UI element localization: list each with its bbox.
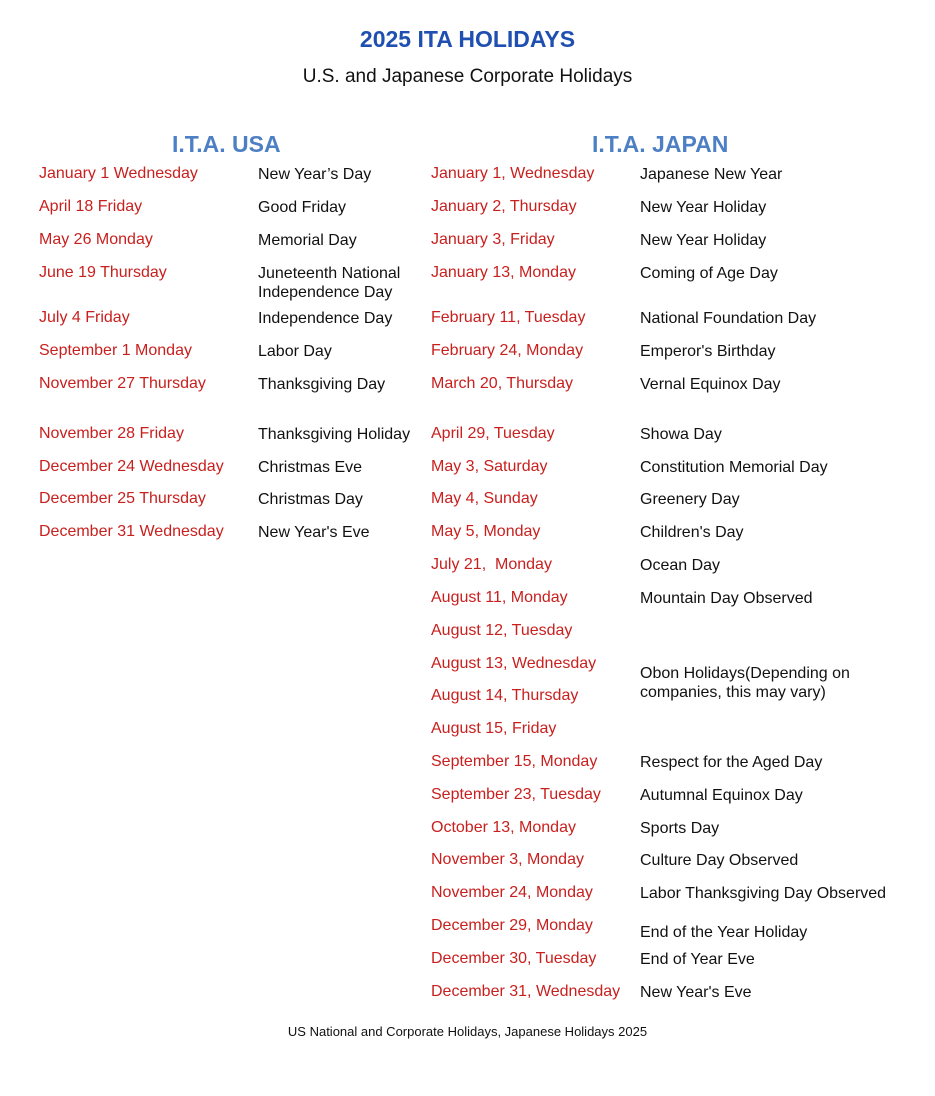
usa-date: January 1 Wednesday — [39, 165, 198, 182]
japan-holiday-name: Ocean Day — [640, 557, 721, 574]
japan-date: January 1, Wednesday — [431, 165, 595, 182]
japan-date: December 31, Wednesday — [431, 983, 621, 1000]
japan-date: May 3, Saturday — [431, 458, 548, 475]
japan-holiday-name: Greenery Day — [640, 491, 740, 508]
usa-holiday-name: Memorial Day — [258, 232, 357, 249]
japan-date: February 11, Tuesday — [431, 309, 586, 326]
usa-holiday-name: Juneteenth National Independence Day — [258, 265, 401, 301]
japan-date: January 13, Monday — [431, 264, 576, 281]
japan-date: December 30, Tuesday — [431, 950, 597, 967]
japan-date: August 12, Tuesday — [431, 622, 573, 639]
japan-date: November 24, Monday — [431, 884, 593, 901]
japan-holiday-name: Japanese New Year — [640, 166, 783, 183]
japan-holiday-name: Constitution Memorial Day — [640, 459, 828, 476]
japan-date: December 29, Monday — [431, 917, 593, 934]
japan-date: May 5, Monday — [431, 523, 541, 540]
japan-date: April 29, Tuesday — [431, 425, 555, 442]
japan-date: November 3, Monday — [431, 851, 584, 868]
japan-holiday-name: Culture Day Observed — [640, 852, 799, 869]
usa-holiday-name: Christmas Day — [258, 491, 363, 508]
japan-date: August 11, Monday — [431, 589, 568, 606]
usa-date: April 18 Friday — [39, 198, 143, 215]
document-subtitle: U.S. and Japanese Corporate Holidays — [302, 66, 633, 87]
japan-holiday-name: Sports Day — [640, 820, 720, 837]
usa-holiday-name: Thanksgiving Day — [258, 376, 386, 393]
usa-holiday-name: Labor Day — [258, 343, 332, 360]
usa-date: June 19 Thursday — [39, 264, 167, 281]
usa-date: September 1 Monday — [39, 342, 192, 359]
usa-holiday-name: Independence Day — [258, 310, 393, 327]
japan-holiday-name: New Year Holiday — [640, 232, 767, 249]
japan-holiday-name: Respect for the Aged Day — [640, 754, 823, 771]
usa-date: December 24 Wednesday — [39, 458, 224, 475]
usa-holiday-name: New Year’s Day — [258, 166, 372, 183]
document-title: 2025 ITA HOLIDAYS — [359, 26, 576, 52]
usa-date: December 31 Wednesday — [39, 523, 224, 540]
japan-holiday-name: End of the Year Holiday — [640, 924, 808, 941]
usa-holiday-name: Thanksgiving Holiday — [258, 426, 411, 443]
usa-heading: I.T.A. USA — [172, 131, 281, 157]
japan-date: February 24, Monday — [431, 342, 584, 359]
japan-date: August 14, Thursday — [431, 687, 579, 704]
japan-holiday-name: New Year Holiday — [640, 199, 767, 216]
japan-holiday-name: New Year's Eve — [640, 984, 752, 1001]
japan-holiday-name: Mountain Day Observed — [640, 590, 813, 607]
japan-date: July 21, Monday — [431, 556, 552, 573]
japan-date: January 3, Friday — [431, 231, 555, 248]
usa-date: December 25 Thursday — [39, 490, 206, 507]
footer-note: US National and Corporate Holidays, Japanese Holidays 2025 — [287, 1024, 648, 1039]
japan-holiday-name: Emperor's Birthday — [640, 343, 776, 360]
usa-date: July 4 Friday — [39, 309, 130, 326]
japan-date: January 2, Thursday — [431, 198, 577, 215]
japan-holiday-name: Obon Holidays(Depending on companies, this may vary) — [640, 665, 850, 701]
japan-holiday-name: Children's Day — [640, 524, 744, 541]
japan-holiday-name: Autumnal Equinox Day — [640, 787, 803, 804]
japan-holiday-name: Coming of Age Day — [640, 265, 778, 282]
japan-date: March 20, Thursday — [431, 375, 573, 392]
japan-date: August 13, Wednesday — [431, 655, 597, 672]
japan-date: October 13, Monday — [431, 819, 576, 836]
usa-date: May 26 Monday — [39, 231, 153, 248]
japan-holiday-name: National Foundation Day — [640, 310, 817, 327]
usa-date: November 27 Thursday — [39, 375, 206, 392]
japan-date: August 15, Friday — [431, 720, 557, 737]
japan-holiday-name: Vernal Equinox Day — [640, 376, 781, 393]
japan-date: May 4, Sunday — [431, 490, 538, 507]
japan-heading: I.T.A. JAPAN — [592, 131, 729, 157]
usa-holiday-name: New Year's Eve — [258, 524, 370, 541]
japan-date: September 15, Monday — [431, 753, 598, 770]
japan-date: September 23, Tuesday — [431, 786, 601, 803]
japan-holiday-name: End of Year Eve — [640, 951, 755, 968]
japan-holiday-name: Showa Day — [640, 426, 722, 443]
usa-holiday-name: Good Friday — [258, 199, 347, 216]
japan-holiday-name: Labor Thanksgiving Day Observed — [640, 885, 887, 902]
usa-holiday-name: Christmas Eve — [258, 459, 363, 476]
usa-date: November 28 Friday — [39, 425, 184, 442]
